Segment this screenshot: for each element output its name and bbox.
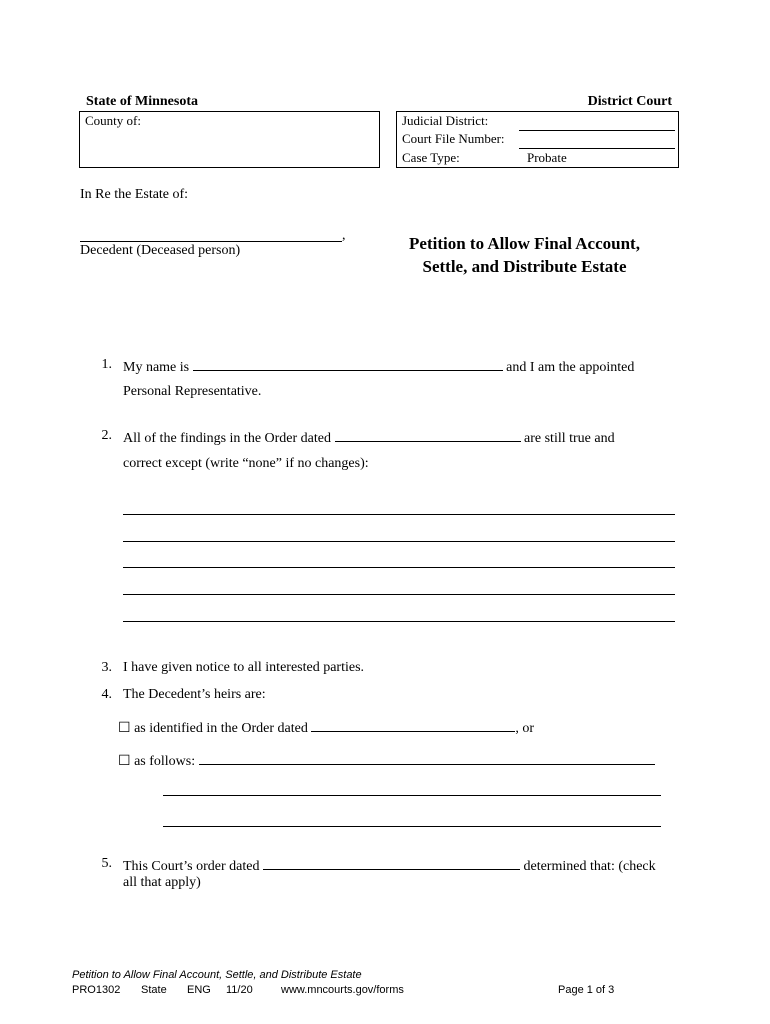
heirs-line-3[interactable] xyxy=(163,826,661,827)
item-3-text: I have given notice to all interested parties. xyxy=(123,660,365,675)
county-box xyxy=(79,111,380,168)
court-file-number-field[interactable] xyxy=(519,131,675,149)
item-2-number: 2. xyxy=(101,428,112,443)
decedent-name-field[interactable] xyxy=(80,229,342,242)
title-line-1: Petition to Allow Final Account, xyxy=(409,234,640,253)
heirs-option-1-checkbox[interactable]: ☐ xyxy=(118,721,131,736)
item-4-text: The Decedent’s heirs are: xyxy=(123,687,266,702)
heirs-option-1-pre: as identified in the Order dated xyxy=(134,721,308,736)
changes-line-2[interactable] xyxy=(123,541,675,542)
changes-line-5[interactable] xyxy=(123,621,675,622)
item-2-pre: All of the findings in the Order dated xyxy=(123,431,332,446)
heirs-option-1-post: , or xyxy=(515,721,535,736)
item-5-post: determined that: (check xyxy=(523,859,656,874)
case-type-label: Case Type: xyxy=(402,150,460,165)
changes-line-1[interactable] xyxy=(123,514,675,515)
item-1-text xyxy=(123,356,634,377)
footer-form-code: PRO1302 xyxy=(72,984,121,996)
case-type-value: Probate xyxy=(527,150,567,165)
heirs-line-2[interactable] xyxy=(163,795,661,796)
item-3-number: 3. xyxy=(101,660,112,675)
item-1-pre: My name is xyxy=(123,360,190,375)
judicial-district-field[interactable] xyxy=(519,113,675,131)
heirs-option-2-label: as follows: xyxy=(134,754,196,769)
court-order-date-field[interactable] xyxy=(263,855,520,870)
footer-form-title: Petition to Allow Final Account, Settle, and Distribute Estate xyxy=(72,969,362,981)
item-1-line-2: Personal Representative. xyxy=(123,384,262,399)
item-1-number: 1. xyxy=(101,357,112,372)
decedent-comma: , xyxy=(342,228,346,243)
item-2-line-2: correct except (write “none” if no changes): xyxy=(123,456,369,471)
title-line-2: Settle, and Distribute Estate xyxy=(422,257,627,276)
district-info-box xyxy=(396,111,679,168)
item-1-post: and I am the appointed xyxy=(506,360,635,375)
item-2-post: are still true and xyxy=(524,431,615,446)
decedent-label: Decedent (Deceased person) xyxy=(80,243,241,258)
item-5-pre: This Court’s order dated xyxy=(123,859,260,874)
footer-jurisdiction: State xyxy=(141,984,167,996)
item-5-text xyxy=(123,855,656,876)
changes-line-3[interactable] xyxy=(123,567,675,568)
heirs-option-1 xyxy=(118,717,534,738)
court-heading: District Court xyxy=(587,94,672,109)
name-field[interactable] xyxy=(193,356,503,371)
county-label: County of: xyxy=(85,113,141,128)
heirs-follows-field[interactable] xyxy=(199,750,655,765)
court-file-number-label: Court File Number: xyxy=(402,131,505,146)
order-date-field[interactable] xyxy=(335,427,521,442)
footer-page-number: Page 1 of 3 xyxy=(558,984,615,996)
item-2-text xyxy=(123,427,615,448)
footer-revision: 11/20 xyxy=(226,984,253,996)
state-heading: State of Minnesota xyxy=(86,94,198,109)
document-title xyxy=(392,232,657,278)
item-5-line-2: all that apply) xyxy=(123,875,201,890)
judicial-district-label: Judicial District: xyxy=(402,113,489,128)
heirs-option-2 xyxy=(118,750,655,771)
item-5-number: 5. xyxy=(101,856,112,871)
heirs-order-date-field[interactable] xyxy=(311,717,515,732)
heirs-option-2-checkbox[interactable]: ☐ xyxy=(118,754,131,769)
footer-language: ENG xyxy=(187,984,211,996)
estate-of-label: In Re the Estate of: xyxy=(80,187,189,202)
footer-website[interactable]: www.mncourts.gov/forms xyxy=(281,984,404,996)
changes-line-4[interactable] xyxy=(123,594,675,595)
item-4-number: 4. xyxy=(101,687,112,702)
